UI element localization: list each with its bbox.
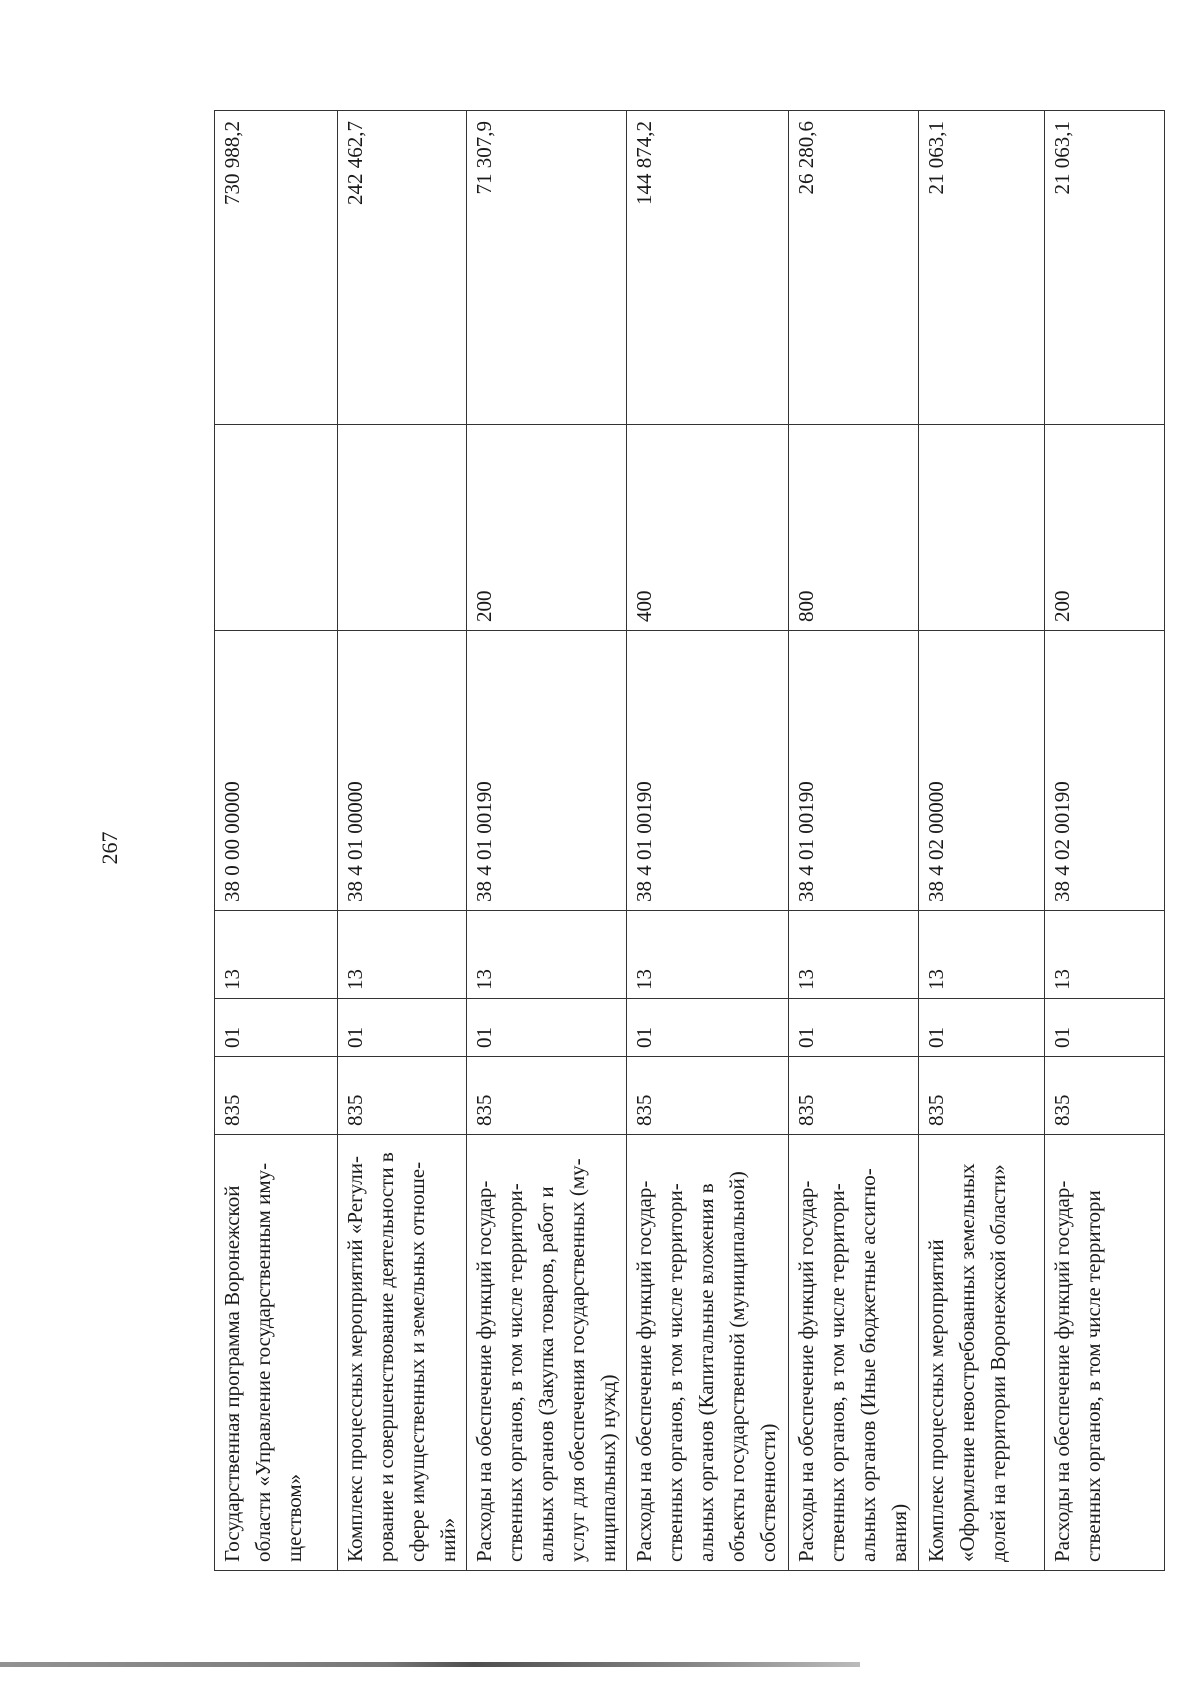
vr-cell <box>338 425 467 631</box>
gr-cell: 835 <box>215 1057 338 1135</box>
table-row <box>467 111 627 1571</box>
pr-cell: 13 <box>627 911 789 999</box>
pr-cell: 13 <box>789 911 919 999</box>
rz-cell: 01 <box>627 999 789 1057</box>
row-name-cell: Комплекс процессных мероприятий «Оформление невостребованных земельных долей на территории Воронежской области» <box>919 1135 1045 1571</box>
gr-cell: 835 <box>919 1057 1045 1135</box>
table-row <box>338 111 467 1571</box>
vr-cell: 200 <box>1045 425 1165 631</box>
csr-cell: 38 4 01 00190 <box>789 631 919 911</box>
row-name-cell: Расходы на обеспечение функций государственных органов, в том числе территориальных органов (Закупка товаров, работ и услуг для обеспечения государственных (муниципальных) нужд) <box>467 1135 627 1571</box>
vr-cell <box>919 425 1045 631</box>
csr-cell: 38 4 02 00000 <box>919 631 1045 911</box>
scan-edge-line <box>0 1662 860 1667</box>
row-name-cell: Государственная программа Воронежской области «Управление государственным имуществом» <box>215 1135 338 1571</box>
amount-cell: 730 988,2 <box>215 111 338 425</box>
rz-cell: 01 <box>919 999 1045 1057</box>
rz-cell: 01 <box>789 999 919 1057</box>
pr-cell: 13 <box>215 911 338 999</box>
rz-cell: 01 <box>215 999 338 1057</box>
csr-cell: 38 4 01 00000 <box>338 631 467 911</box>
rz-cell: 01 <box>338 999 467 1057</box>
amount-cell: 21 063,1 <box>1045 111 1165 425</box>
csr-cell: 38 0 00 00000 <box>215 631 338 911</box>
pr-cell: 13 <box>1045 911 1165 999</box>
pr-cell: 13 <box>919 911 1045 999</box>
amount-cell: 144 874,2 <box>627 111 789 425</box>
table-row <box>215 111 338 1571</box>
budget-table <box>214 110 1165 1571</box>
table-row <box>1045 111 1165 1571</box>
table-row <box>627 111 789 1571</box>
row-name-cell: Расходы на обеспечение функций государственных органов, в том числе территориальных органов (Капитальные вложения в объекты государственной (муниципальной) собственности) <box>627 1135 789 1571</box>
table-row <box>789 111 919 1571</box>
vr-cell: 400 <box>627 425 789 631</box>
gr-cell: 835 <box>467 1057 627 1135</box>
amount-cell: 26 280,6 <box>789 111 919 425</box>
csr-cell: 38 4 02 00190 <box>1045 631 1165 911</box>
gr-cell: 835 <box>338 1057 467 1135</box>
row-name-cell: Расходы на обеспечение функций государственных органов, в том числе территори <box>1045 1135 1165 1571</box>
gr-cell: 835 <box>1045 1057 1165 1135</box>
vr-cell: 800 <box>789 425 919 631</box>
rotated-page-content <box>214 111 1162 1571</box>
rz-cell: 01 <box>1045 999 1165 1057</box>
table-row <box>919 111 1045 1571</box>
csr-cell: 38 4 01 00190 <box>627 631 789 911</box>
gr-cell: 835 <box>789 1057 919 1135</box>
gr-cell: 835 <box>627 1057 789 1135</box>
amount-cell: 242 462,7 <box>338 111 467 425</box>
pr-cell: 13 <box>338 911 467 999</box>
amount-cell: 71 307,9 <box>467 111 627 425</box>
row-name-cell: Комплекс процессных мероприятий «Регулирование и совершенствование деятельности в сфере имущественных и земельных отношений» <box>338 1135 467 1571</box>
amount-cell: 21 063,1 <box>919 111 1045 425</box>
vr-cell <box>215 425 338 631</box>
csr-cell: 38 4 01 00190 <box>467 631 627 911</box>
row-name-cell: Расходы на обеспечение функций государственных органов, в том числе территориальных органов (Иные бюджетные ассигнования) <box>789 1135 919 1571</box>
page-number: 267 <box>97 831 122 865</box>
rz-cell: 01 <box>467 999 627 1057</box>
pr-cell: 13 <box>467 911 627 999</box>
vr-cell: 200 <box>467 425 627 631</box>
